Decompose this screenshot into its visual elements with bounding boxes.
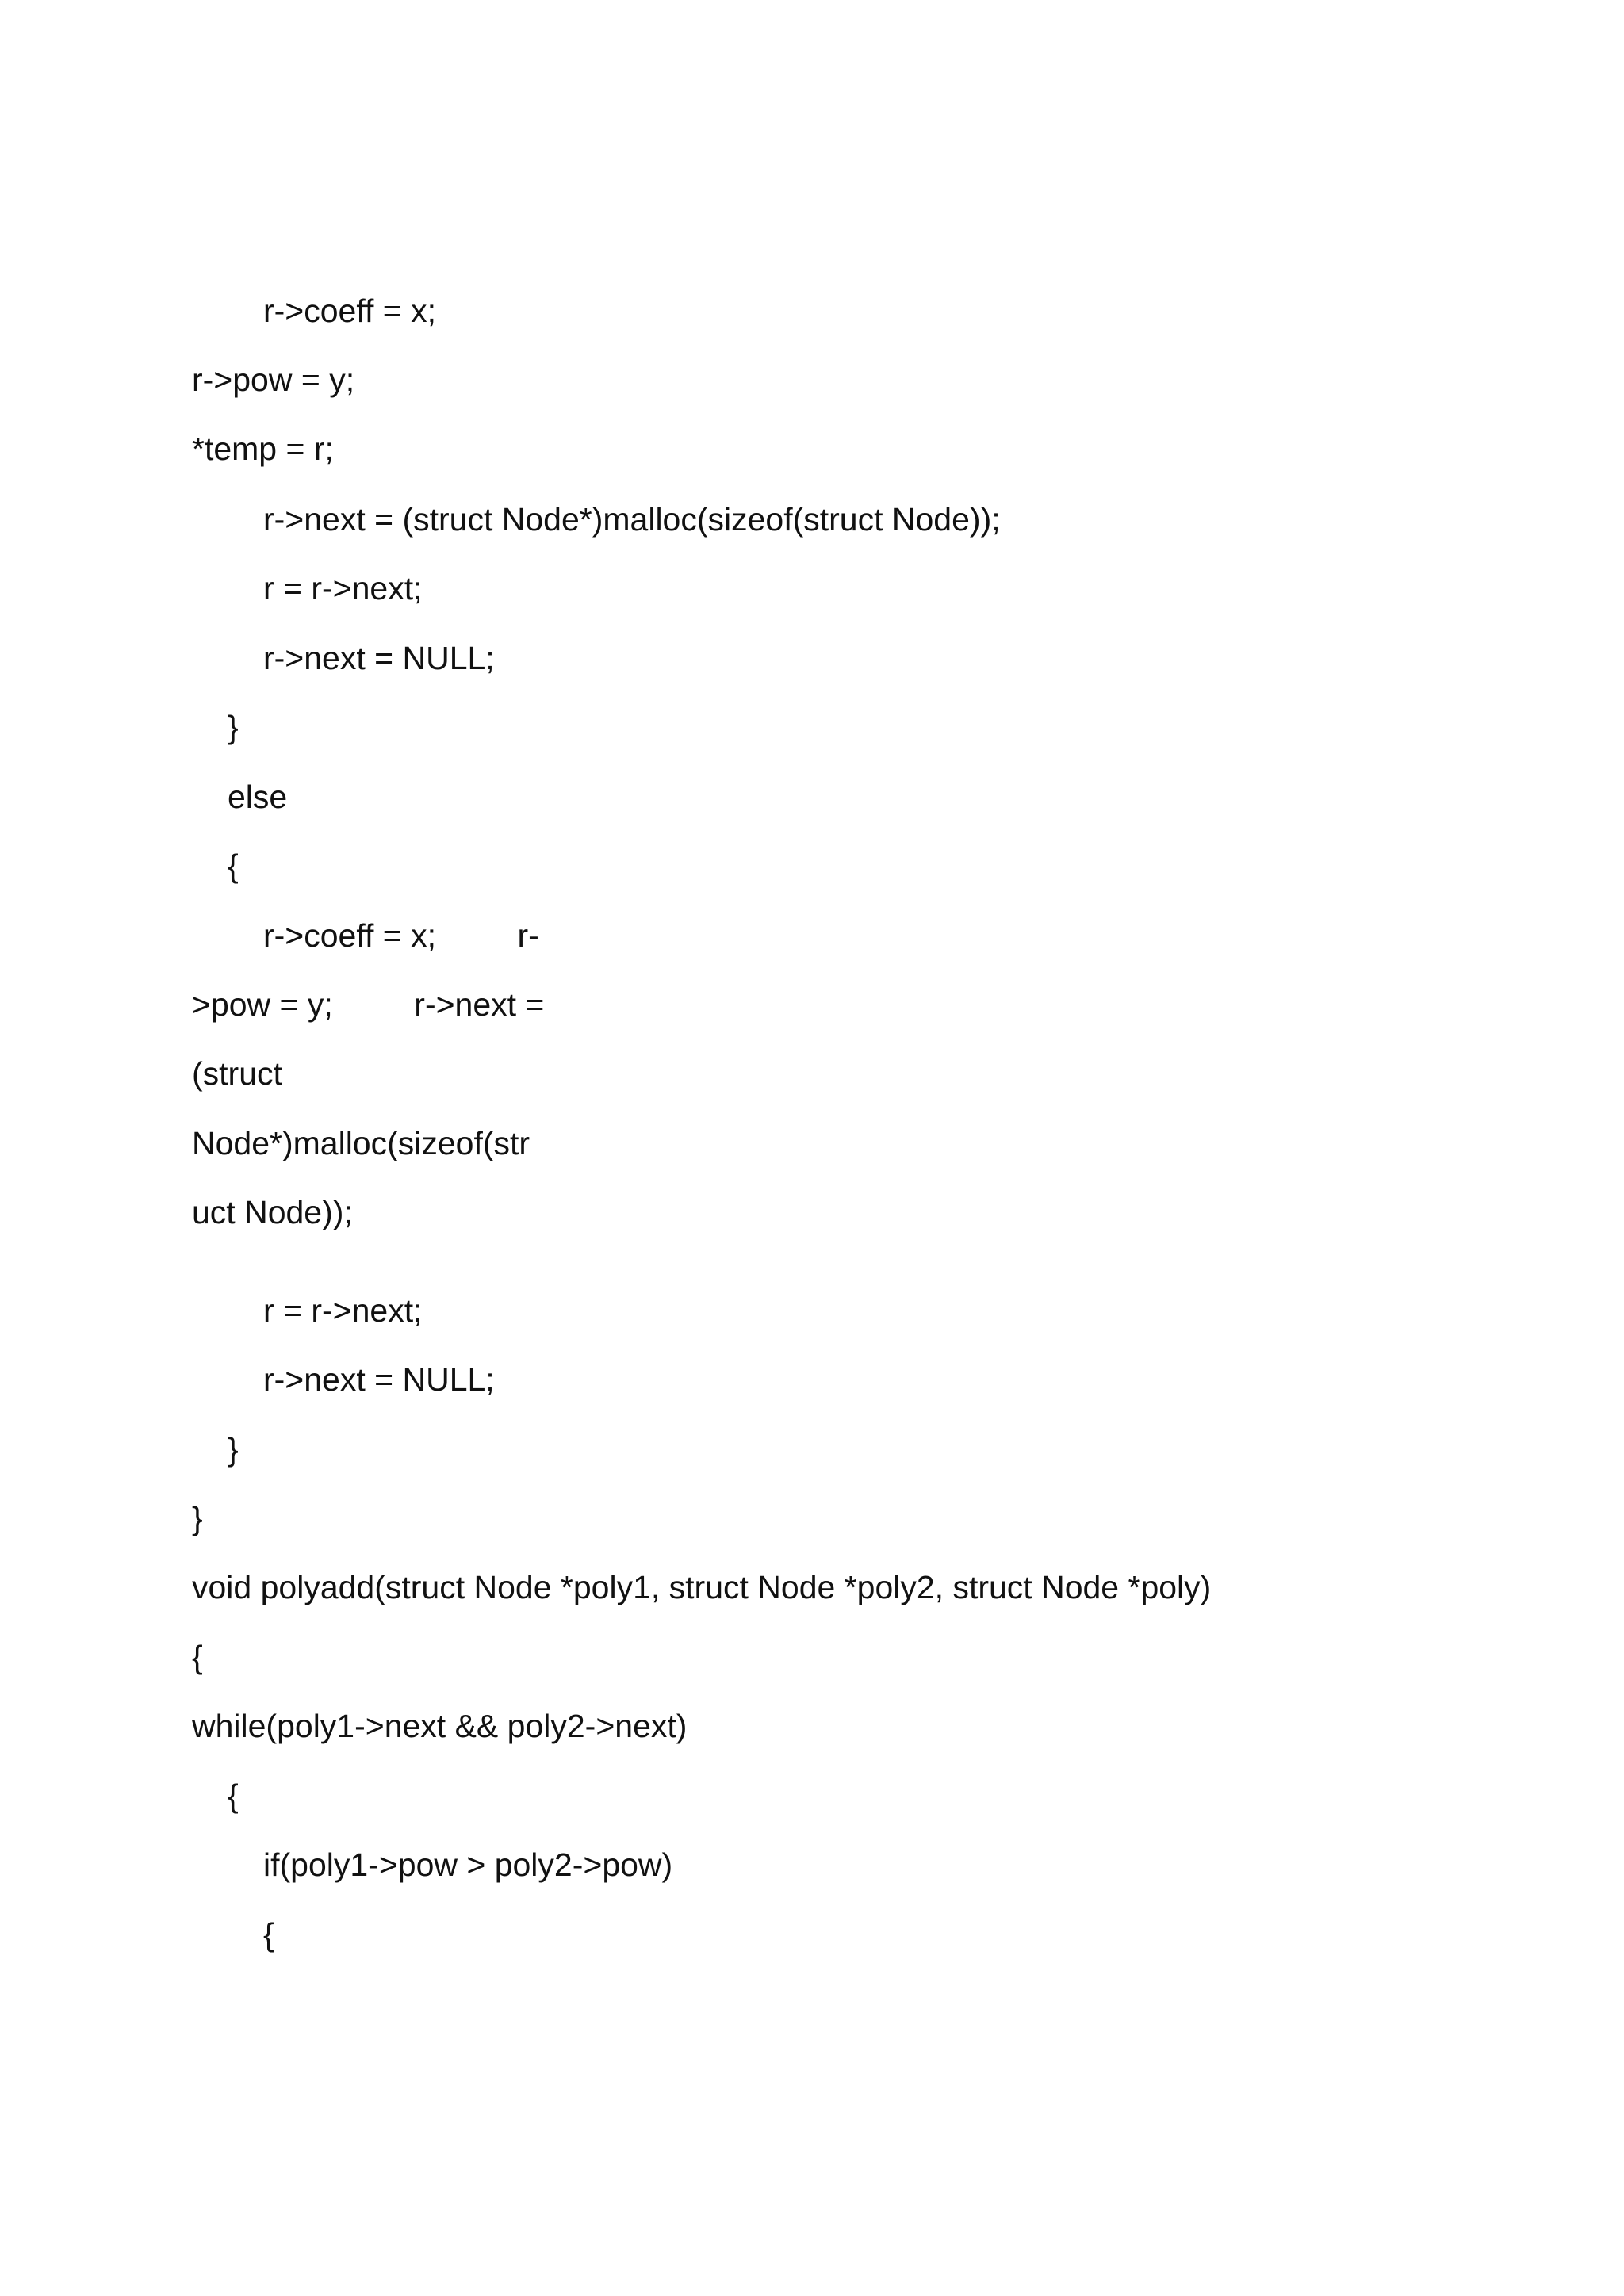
code-line-23: if(poly1->pow > poly2->pow) (263, 1846, 673, 1883)
code-line-9: { (228, 848, 239, 884)
code-line-21: while(poly1->next && poly2->next) (192, 1708, 688, 1744)
code-line-16: r->next = NULL; (263, 1361, 495, 1398)
code-line-13: Node*)malloc(sizeof(str (192, 1125, 530, 1161)
code-line-20: { (192, 1639, 203, 1675)
code-line-17: } (228, 1431, 239, 1468)
code-line-4: r->next = (struct Node*)malloc(sizeof(struct Node)); (263, 501, 1001, 538)
code-line-19: void polyadd(struct Node *poly1, struct Node *poly2, struct Node *poly) (192, 1569, 1212, 1605)
code-line-1: r->coeff = x; (263, 293, 437, 329)
code-line-3: *temp = r; (192, 430, 334, 467)
code-line-24: { (263, 1916, 274, 1953)
code-line-18: } (192, 1500, 203, 1536)
code-line-15: r = r->next; (263, 1292, 423, 1329)
code-line-11: >pow = y; r->next = (192, 986, 545, 1023)
code-line-12: (struct (192, 1055, 282, 1092)
code-line-10: r->coeff = x; r- (263, 917, 539, 954)
code-line-22: { (228, 1777, 239, 1814)
code-line-8: else (228, 779, 288, 815)
code-line-6: r->next = NULL; (263, 640, 495, 676)
code-line-14: uct Node)); (192, 1194, 353, 1230)
code-line-5: r = r->next; (263, 570, 423, 607)
code-line-2: r->pow = y; (192, 362, 355, 398)
code-line-7: } (228, 709, 239, 745)
